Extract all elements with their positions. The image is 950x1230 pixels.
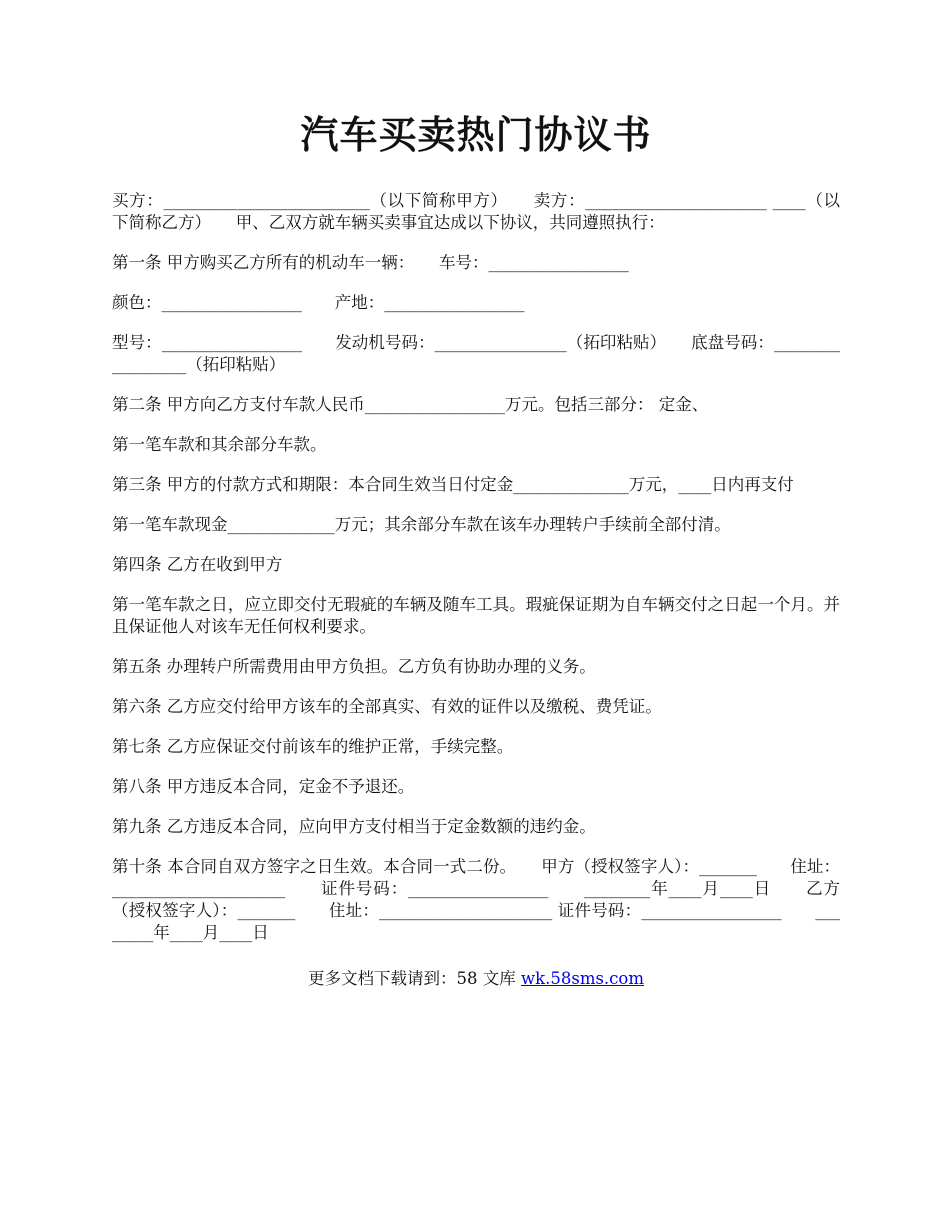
document-title: 汽车买卖热门协议书 xyxy=(300,112,652,157)
paragraph-article-4-cont: 第一笔车款之日，应立即交付无瑕疵的车辆及随车工具。瑕疵保证期为自车辆交付之日起一个月。并且保证他人对该车无任何权利要求。 xyxy=(112,595,840,636)
footer xyxy=(112,968,840,990)
paragraph-article-8: 第八条 甲方违反本合同，定金不予退还。 xyxy=(112,777,415,796)
paragraph-parties: 买方：_________________________（以下简称甲方） 卖方：______________________ ____（以下简称乙方） 甲、乙双方就车辆买卖事宜达成以下协议，共同遵照执行： xyxy=(112,191,840,232)
footer-text: 更多文档下载请到：58 文库 xyxy=(307,969,521,988)
footer-link[interactable]: wk.58sms.com xyxy=(520,969,644,988)
paragraph-article-6: 第六条 乙方应交付给甲方该车的全部真实、有效的证件以及缴税、费凭证。 xyxy=(112,697,662,716)
paragraph-article-4: 第四条 乙方在收到甲方 xyxy=(112,555,283,574)
paragraph-article-1: 第一条 甲方购买乙方所有的机动车一辆： 车号：_________________ xyxy=(112,253,629,272)
document-page xyxy=(112,110,840,990)
paragraph-article-7: 第七条 乙方应保证交付前该车的维护正常，手续完整。 xyxy=(112,737,514,756)
paragraph-article-3-cont: 第一笔车款现金_____________万元；其余部分车款在该车办理转户手续前全部付清。 xyxy=(112,515,731,534)
paragraph-model-engine-chassis: 型号：_________________ 发动机号码：________________（拓印粘贴） 底盘号码：_________________（拓印粘贴） xyxy=(112,333,840,374)
paragraph-article-9: 第九条 乙方违反本合同，应向甲方支付相当于定金数额的违约金。 xyxy=(112,817,596,836)
paragraph-article-5: 第五条 办理转户所需费用由甲方负担。乙方负有协助办理的义务。 xyxy=(112,657,596,676)
paragraph-color-origin: 颜色：_________________ 产地：_________________ xyxy=(112,293,525,312)
paragraph-article-2-cont: 第一笔车款和其余部分车款。 xyxy=(112,435,327,454)
paragraph-article-3: 第三条 甲方的付款方式和期限：本合同生效当日付定金______________万元，____日内再支付 xyxy=(112,475,794,494)
paragraph-article-2: 第二条 甲方向乙方支付车款人民币_________________万元。包括三部分： 定金、 xyxy=(112,395,709,414)
paragraph-article-10-signatures: 第十条 本合同自双方签字之日生效。本合同一式二份。 甲方（授权签字人）：_______ 住址：_____________________ 证件号码：_________________ ________年____月____日 乙方（授权签字人）：_______ 住址：_____________________ 证件号码：_________________ ________年____月____日 xyxy=(112,857,840,942)
